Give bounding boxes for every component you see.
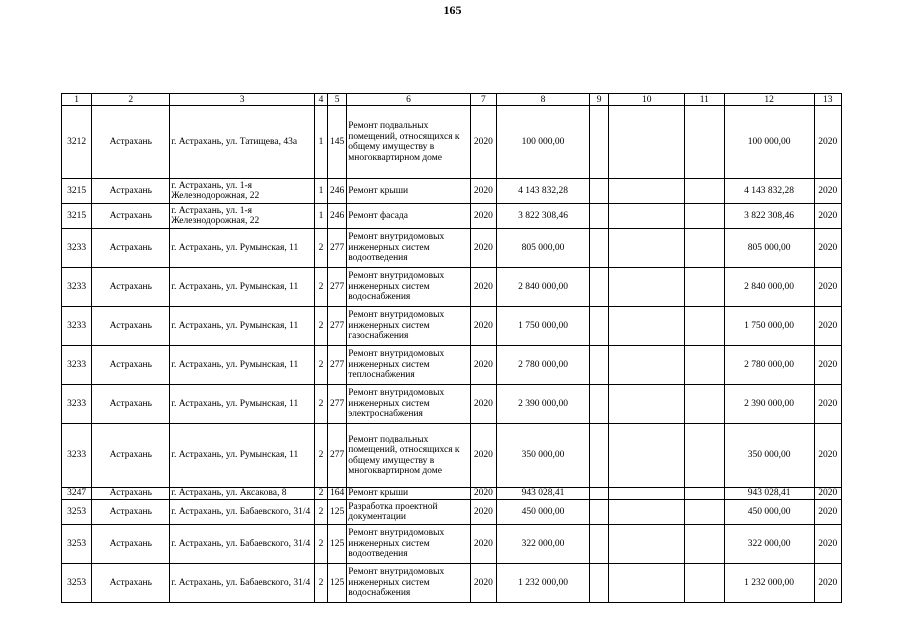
cell-number: 3233 (62, 268, 92, 307)
cell-work-type: Ремонт подвальных помещений, относящихся к общему имуществу в многоквартирном доме (347, 106, 470, 179)
cell-work-type: Ремонт внутридомовых инженерных систем водоснабжения (347, 268, 470, 307)
cell-floors: 2 (314, 424, 327, 488)
cell-col11 (685, 564, 724, 603)
cell-total: 2 840 000,00 (724, 268, 814, 307)
cell-cost: 2 840 000,00 (496, 268, 589, 307)
column-header: 13 (814, 94, 841, 106)
cell-city: Астрахань (92, 268, 170, 307)
cell-col11 (685, 307, 724, 346)
cell-year: 2020 (470, 346, 496, 385)
cell-col11 (685, 106, 724, 179)
cell-total: 3 822 308,46 (724, 204, 814, 229)
cell-year: 2020 (470, 564, 496, 603)
cell-col9 (590, 204, 609, 229)
cell-cost: 1 750 000,00 (496, 307, 589, 346)
cell-col11 (685, 500, 724, 525)
cell-city: Астрахань (92, 500, 170, 525)
cell-col11 (685, 346, 724, 385)
table-row (62, 106, 842, 179)
cell-address: г. Астрахань, ул. Румынская, 11 (170, 385, 315, 424)
cell-code: 246 (328, 179, 347, 204)
table-row (62, 500, 842, 525)
column-header: 1 (62, 94, 92, 106)
cell-cost: 322 000,00 (496, 525, 589, 564)
cell-total: 450 000,00 (724, 500, 814, 525)
cell-number: 3233 (62, 385, 92, 424)
cell-floors: 2 (314, 500, 327, 525)
cell-code: 145 (328, 106, 347, 179)
cell-year: 2020 (470, 179, 496, 204)
cell-work-type: Ремонт внутридомовых инженерных систем водоотведения (347, 229, 470, 268)
cell-col9 (590, 268, 609, 307)
cell-col11 (685, 204, 724, 229)
cell-cost: 4 143 832,28 (496, 179, 589, 204)
column-header: 8 (496, 94, 589, 106)
cell-col9 (590, 424, 609, 488)
cell-col10 (609, 229, 685, 268)
cell-code: 277 (328, 385, 347, 424)
cell-year-end: 2020 (814, 307, 841, 346)
cell-col9 (590, 525, 609, 564)
cell-year-end: 2020 (814, 268, 841, 307)
cell-code: 125 (328, 525, 347, 564)
cell-col9 (590, 229, 609, 268)
cell-city: Астрахань (92, 525, 170, 564)
cell-col9 (590, 346, 609, 385)
cell-city: Астрахань (92, 564, 170, 603)
cell-cost: 450 000,00 (496, 500, 589, 525)
cell-number: 3212 (62, 106, 92, 179)
cell-col11 (685, 179, 724, 204)
cell-col9 (590, 488, 609, 500)
cell-city: Астрахань (92, 204, 170, 229)
cell-floors: 2 (314, 564, 327, 603)
cell-col10 (609, 424, 685, 488)
cell-address: г. Астрахань, ул. Румынская, 11 (170, 307, 315, 346)
cell-year: 2020 (470, 385, 496, 424)
cell-col9 (590, 179, 609, 204)
cell-year: 2020 (470, 307, 496, 346)
cell-year: 2020 (470, 500, 496, 525)
cell-col10 (609, 525, 685, 564)
cell-floors: 2 (314, 525, 327, 564)
cell-address: г. Астрахань, ул. Аксакова, 8 (170, 488, 315, 500)
cell-total: 1 232 000,00 (724, 564, 814, 603)
cell-number: 3253 (62, 500, 92, 525)
cell-work-type: Разработка проектной документации (347, 500, 470, 525)
cell-floors: 1 (314, 106, 327, 179)
cell-address: г. Астрахань, ул. 1-я Железнодорожная, 22 (170, 179, 315, 204)
cell-total: 805 000,00 (724, 229, 814, 268)
column-header: 7 (470, 94, 496, 106)
cell-number: 3253 (62, 564, 92, 603)
cell-work-type: Ремонт внутридомовых инженерных систем водоотведения (347, 525, 470, 564)
cell-col10 (609, 204, 685, 229)
cell-city: Астрахань (92, 424, 170, 488)
cell-floors: 2 (314, 229, 327, 268)
cell-year: 2020 (470, 424, 496, 488)
cell-col10 (609, 307, 685, 346)
cell-work-type: Ремонт крыши (347, 179, 470, 204)
cell-year-end: 2020 (814, 424, 841, 488)
cell-col10 (609, 179, 685, 204)
cell-cost: 3 822 308,46 (496, 204, 589, 229)
cell-code: 277 (328, 424, 347, 488)
column-header: 9 (590, 94, 609, 106)
cell-number: 3215 (62, 204, 92, 229)
cell-col11 (685, 268, 724, 307)
cell-address: г. Астрахань, ул. Бабаевского, 31/4 (170, 500, 315, 525)
cell-number: 3233 (62, 424, 92, 488)
cell-total: 350 000,00 (724, 424, 814, 488)
cell-code: 125 (328, 500, 347, 525)
cell-floors: 2 (314, 488, 327, 500)
table-row (62, 525, 842, 564)
cell-work-type: Ремонт внутридомовых инженерных систем теплоснабжения (347, 346, 470, 385)
cell-year-end: 2020 (814, 525, 841, 564)
page-number: 165 (443, 3, 462, 17)
cell-work-type: Ремонт фасада (347, 204, 470, 229)
cell-work-type: Ремонт внутридомовых инженерных систем электроснабжения (347, 385, 470, 424)
cell-cost: 943 028,41 (496, 488, 589, 500)
cell-total: 943 028,41 (724, 488, 814, 500)
cell-number: 3253 (62, 525, 92, 564)
data-table (61, 93, 842, 603)
cell-floors: 2 (314, 268, 327, 307)
cell-col9 (590, 385, 609, 424)
cell-col9 (590, 564, 609, 603)
cell-floors: 2 (314, 346, 327, 385)
cell-city: Астрахань (92, 488, 170, 500)
column-header: 2 (92, 94, 170, 106)
cell-address: г. Астрахань, ул. Татищева, 43а (170, 106, 315, 179)
cell-cost: 1 232 000,00 (496, 564, 589, 603)
cell-floors: 2 (314, 307, 327, 346)
column-header: 11 (685, 94, 724, 106)
table-body (62, 94, 842, 603)
column-header: 12 (724, 94, 814, 106)
cell-code: 246 (328, 204, 347, 229)
cell-total: 4 143 832,28 (724, 179, 814, 204)
table-row (62, 229, 842, 268)
cell-cost: 2 780 000,00 (496, 346, 589, 385)
cell-cost: 100 000,00 (496, 106, 589, 179)
cell-number: 3233 (62, 307, 92, 346)
cell-col10 (609, 564, 685, 603)
cell-city: Астрахань (92, 385, 170, 424)
cell-col10 (609, 268, 685, 307)
header-row (62, 94, 842, 106)
cell-total: 1 750 000,00 (724, 307, 814, 346)
cell-work-type: Ремонт внутридомовых инженерных систем газоснабжения (347, 307, 470, 346)
cell-total: 322 000,00 (724, 525, 814, 564)
cell-year-end: 2020 (814, 488, 841, 500)
cell-code: 277 (328, 346, 347, 385)
cell-year: 2020 (470, 488, 496, 500)
cell-year-end: 2020 (814, 229, 841, 268)
cell-work-type: Ремонт внутридомовых инженерных систем водоснабжения (347, 564, 470, 603)
cell-cost: 805 000,00 (496, 229, 589, 268)
cell-code: 125 (328, 564, 347, 603)
cell-col9 (590, 307, 609, 346)
cell-year-end: 2020 (814, 204, 841, 229)
cell-total: 2 780 000,00 (724, 346, 814, 385)
cell-year: 2020 (470, 268, 496, 307)
table-row (62, 424, 842, 488)
cell-year: 2020 (470, 525, 496, 564)
cell-city: Астрахань (92, 229, 170, 268)
column-header: 3 (170, 94, 315, 106)
cell-floors: 1 (314, 204, 327, 229)
cell-year-end: 2020 (814, 564, 841, 603)
cell-year-end: 2020 (814, 346, 841, 385)
cell-col10 (609, 385, 685, 424)
cell-col9 (590, 500, 609, 525)
cell-col11 (685, 229, 724, 268)
cell-cost: 2 390 000,00 (496, 385, 589, 424)
cell-col10 (609, 488, 685, 500)
cell-code: 164 (328, 488, 347, 500)
column-header: 6 (347, 94, 470, 106)
cell-address: г. Астрахань, ул. Румынская, 11 (170, 424, 315, 488)
cell-work-type: Ремонт подвальных помещений, относящихся к общему имуществу в многоквартирном доме (347, 424, 470, 488)
cell-number: 3247 (62, 488, 92, 500)
cell-number: 3233 (62, 229, 92, 268)
cell-year-end: 2020 (814, 106, 841, 179)
cell-city: Астрахань (92, 346, 170, 385)
table-row (62, 204, 842, 229)
cell-address: г. Астрахань, ул. 1-я Железнодорожная, 22 (170, 204, 315, 229)
cell-address: г. Астрахань, ул. Румынская, 11 (170, 346, 315, 385)
cell-col10 (609, 500, 685, 525)
cell-year-end: 2020 (814, 500, 841, 525)
column-header: 5 (328, 94, 347, 106)
cell-address: г. Астрахань, ул. Бабаевского, 31/4 (170, 525, 315, 564)
cell-year-end: 2020 (814, 385, 841, 424)
cell-city: Астрахань (92, 106, 170, 179)
cell-col11 (685, 525, 724, 564)
cell-floors: 2 (314, 385, 327, 424)
cell-total: 2 390 000,00 (724, 385, 814, 424)
table-row (62, 179, 842, 204)
column-header: 10 (609, 94, 685, 106)
cell-code: 277 (328, 229, 347, 268)
cell-number: 3233 (62, 346, 92, 385)
table-row (62, 564, 842, 603)
cell-col11 (685, 488, 724, 500)
cell-address: г. Астрахань, ул. Румынская, 11 (170, 229, 315, 268)
table-row (62, 346, 842, 385)
column-header: 4 (314, 94, 327, 106)
cell-city: Астрахань (92, 307, 170, 346)
table-row (62, 488, 842, 500)
cell-year: 2020 (470, 106, 496, 179)
cell-year-end: 2020 (814, 179, 841, 204)
cell-col9 (590, 106, 609, 179)
cell-city: Астрахань (92, 179, 170, 204)
cell-floors: 1 (314, 179, 327, 204)
table-row (62, 385, 842, 424)
cell-col10 (609, 106, 685, 179)
cell-col10 (609, 346, 685, 385)
table-row (62, 268, 842, 307)
cell-address: г. Астрахань, ул. Румынская, 11 (170, 268, 315, 307)
cell-year: 2020 (470, 204, 496, 229)
cell-work-type: Ремонт крыши (347, 488, 470, 500)
cell-total: 100 000,00 (724, 106, 814, 179)
cell-code: 277 (328, 268, 347, 307)
cell-col11 (685, 424, 724, 488)
cell-col11 (685, 385, 724, 424)
table-row (62, 307, 842, 346)
cell-number: 3215 (62, 179, 92, 204)
cell-address: г. Астрахань, ул. Бабаевского, 31/4 (170, 564, 315, 603)
cell-cost: 350 000,00 (496, 424, 589, 488)
cell-year: 2020 (470, 229, 496, 268)
cell-code: 277 (328, 307, 347, 346)
